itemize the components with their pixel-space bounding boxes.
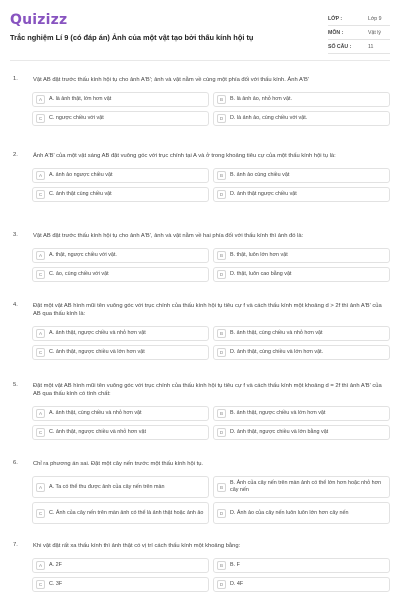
- question-number: 2.: [13, 152, 18, 158]
- meta-value: Vật lý: [368, 29, 381, 36]
- option-c[interactable]: [32, 425, 209, 440]
- question-number: 5.: [13, 382, 18, 388]
- question-number: 6.: [13, 460, 18, 466]
- option-letter: D: [217, 270, 226, 279]
- question-1: [10, 76, 390, 152]
- answer-options: [32, 476, 390, 524]
- option-letter: A: [36, 95, 45, 104]
- option-letter: C: [36, 190, 45, 199]
- option-text: C. ảnh thật cùng chiều vật: [49, 191, 112, 197]
- option-letter: A: [36, 409, 45, 418]
- option-b[interactable]: [213, 406, 390, 421]
- option-text: B. thật, luôn lớn hơn vật: [230, 252, 288, 258]
- option-letter: C: [36, 114, 45, 123]
- option-letter: A: [36, 171, 45, 180]
- answer-options: [32, 326, 390, 360]
- question-4: [10, 302, 390, 382]
- option-letter: A: [36, 329, 45, 338]
- question-text: Chỉ ra phương án sai. Đặt một cây nến trước một thấu kính hội tụ.: [33, 461, 204, 467]
- option-d[interactable]: [213, 267, 390, 282]
- option-text: B. F: [230, 562, 240, 568]
- option-a[interactable]: [32, 326, 209, 341]
- option-letter: A: [36, 561, 45, 570]
- option-a[interactable]: [32, 248, 209, 263]
- answer-options: [32, 168, 390, 202]
- option-letter: A: [36, 483, 45, 492]
- option-b[interactable]: [213, 248, 390, 263]
- option-letter: B: [217, 409, 226, 418]
- option-text: C. ảnh thật, ngược chiều và nhỏ hơn vật: [49, 429, 146, 435]
- answer-options: [32, 248, 390, 282]
- option-c[interactable]: [32, 345, 209, 360]
- option-text: C. Ảnh của cây nến trên màn ảnh có thể là ảnh thật hoặc ảnh ảo: [49, 509, 204, 516]
- option-text: C. ngược chiều với vật: [49, 115, 104, 121]
- option-d[interactable]: [213, 425, 390, 440]
- option-text: D. là ảnh ảo, cùng chiều với vật.: [230, 115, 308, 121]
- header-divider: [10, 60, 390, 61]
- meta-label: LỚP :: [328, 15, 343, 22]
- option-c[interactable]: [32, 111, 209, 126]
- question-number: 4.: [13, 302, 18, 308]
- option-letter: B: [217, 171, 226, 180]
- option-letter: B: [217, 251, 226, 260]
- option-letter: C: [36, 428, 45, 437]
- option-a[interactable]: [32, 476, 209, 498]
- option-text: C. ảnh thật, ngược chiều và lớn hơn vật: [49, 349, 145, 355]
- question-text: Đặt một vật AB hình mũi tên vuông góc với trục chính của thấu kính hội tụ tiêu cự f và cách thấu kính một khoảng d = 2f thì ảnh A'B' của AB qua thấu kính có tính chất:: [33, 383, 382, 397]
- option-a[interactable]: [32, 168, 209, 183]
- question-3: [10, 232, 390, 302]
- question-number: 3.: [13, 232, 18, 238]
- option-d[interactable]: [213, 187, 390, 202]
- option-text: D. ảnh thật, cùng chiều và lớn hơn vật.: [230, 349, 324, 355]
- meta-value: 11: [368, 43, 374, 50]
- option-letter: A: [36, 251, 45, 260]
- option-text: B. ảnh thật, ngược chiều và lớn hơn vật: [230, 410, 326, 416]
- question-6: [10, 460, 390, 542]
- option-letter: C: [36, 509, 45, 518]
- option-d[interactable]: [213, 111, 390, 126]
- option-letter: D: [217, 580, 226, 589]
- meta-label: MÔN :: [328, 29, 344, 36]
- question-text: Vật AB đặt trước thấu kính hội tụ cho ảnh A'B'; ảnh và vật nằm về cùng một phía đối với thấu kính. Ảnh A'B': [33, 77, 309, 83]
- option-letter: D: [217, 348, 226, 357]
- option-c[interactable]: [32, 577, 209, 592]
- option-d[interactable]: [213, 345, 390, 360]
- answer-options: [32, 558, 390, 592]
- worksheet-header: [10, 8, 390, 58]
- option-c[interactable]: [32, 502, 209, 524]
- option-c[interactable]: [32, 267, 209, 282]
- option-letter: D: [217, 190, 226, 199]
- option-text: A. thật, ngược chiều với vật.: [49, 252, 117, 258]
- question-7: [10, 542, 390, 600]
- option-letter: B: [217, 483, 226, 492]
- option-text: C. ảo, cùng chiều với vật: [49, 271, 109, 277]
- option-text: D. thật, luôn cao bằng vật: [230, 271, 292, 277]
- option-text: A. ảnh ảo ngược chiều vật: [49, 172, 113, 178]
- option-text: B. Ảnh của cây nến trên màn ảnh có thể lớn hơn hoặc nhỏ hơn cây nến: [230, 480, 382, 493]
- option-text: D. ảnh thật ngược chiều vật: [230, 191, 297, 197]
- option-a[interactable]: [32, 92, 209, 107]
- option-text: A. ảnh thật, ngược chiều và nhỏ hơn vật: [49, 330, 146, 336]
- option-letter: B: [217, 561, 226, 570]
- option-b[interactable]: [213, 326, 390, 341]
- worksheet-meta: [328, 12, 390, 54]
- option-letter: B: [217, 329, 226, 338]
- option-text: A. 2F: [49, 562, 62, 568]
- question-list: [10, 76, 390, 600]
- option-text: A. ảnh thật, cùng chiều và nhỏ hơn vật: [49, 410, 142, 416]
- option-b[interactable]: [213, 476, 390, 498]
- option-text: B. ảnh ảo cùng chiều vật: [230, 172, 290, 178]
- question-text: Khi vật đặt rất xa thấu kính thì ảnh thật có vị trí cách thấu kính một khoảng bằng:: [33, 543, 241, 549]
- option-d[interactable]: [213, 502, 390, 524]
- option-d[interactable]: [213, 577, 390, 592]
- question-text: Ảnh A'B' của một vật sáng AB đặt vuông góc với trục chính tại A và ở trong khoảng tiêu cự của một thấu kính hội tụ là:: [33, 153, 336, 159]
- worksheet-title: Trắc nghiệm Lí 9 (có đáp án) Ảnh của một vật tạo bởi thấu kính hội tụ: [10, 33, 254, 42]
- option-letter: D: [217, 428, 226, 437]
- meta-row-subject: [328, 26, 390, 40]
- option-text: D. 4F: [230, 581, 244, 587]
- option-a[interactable]: [32, 406, 209, 421]
- answer-options: [32, 92, 390, 126]
- question-number: 1.: [13, 76, 18, 82]
- option-letter: D: [217, 114, 226, 123]
- option-letter: D: [217, 509, 226, 518]
- option-c[interactable]: [32, 187, 209, 202]
- question-5: [10, 382, 390, 460]
- option-text: A. là ảnh thật, lớn hơn vật: [49, 96, 112, 102]
- option-letter: B: [217, 95, 226, 104]
- option-text: A. Ta có thể thu được ảnh của cây nến trên màn: [49, 483, 165, 490]
- option-a[interactable]: [32, 558, 209, 573]
- option-text: B. ảnh thật, cùng chiều và nhỏ hơn vật: [230, 330, 323, 336]
- question-text: Đặt một vật AB hình mũi tên vuông góc với trục chính của thấu kính hội tụ tiêu cự f và cách thấu kính một khoảng d > 2f thì ảnh A'B' của AB qua thấu kính là:: [33, 303, 382, 317]
- option-letter: C: [36, 270, 45, 279]
- option-text: B. là ảnh ảo, nhỏ hơn vật.: [230, 96, 292, 102]
- option-b[interactable]: [213, 168, 390, 183]
- option-text: D. Ảnh ảo của cây nến luôn luôn lớn hơn cây nến: [230, 509, 349, 516]
- answer-options: [32, 406, 390, 440]
- quizizz-logo: Quizizz: [10, 12, 68, 28]
- meta-value: Lớp 9: [368, 15, 382, 22]
- meta-row-class: [328, 12, 390, 26]
- option-text: D. ảnh thật, ngược chiều và lớn bằng vật: [230, 429, 329, 435]
- option-text: C. 3F: [49, 581, 63, 587]
- option-b[interactable]: [213, 92, 390, 107]
- option-letter: C: [36, 580, 45, 589]
- question-text: Vật AB đặt trước thấu kính hội tụ cho ảnh A'B', ảnh và vật nằm về hai phía đối với thấu kính thì ảnh đó là:: [33, 233, 304, 239]
- question-number: 7.: [13, 542, 18, 548]
- option-b[interactable]: [213, 558, 390, 573]
- meta-label: SỐ CÂU :: [328, 43, 352, 50]
- meta-row-count: [328, 40, 390, 54]
- option-letter: C: [36, 348, 45, 357]
- question-2: [10, 152, 390, 232]
